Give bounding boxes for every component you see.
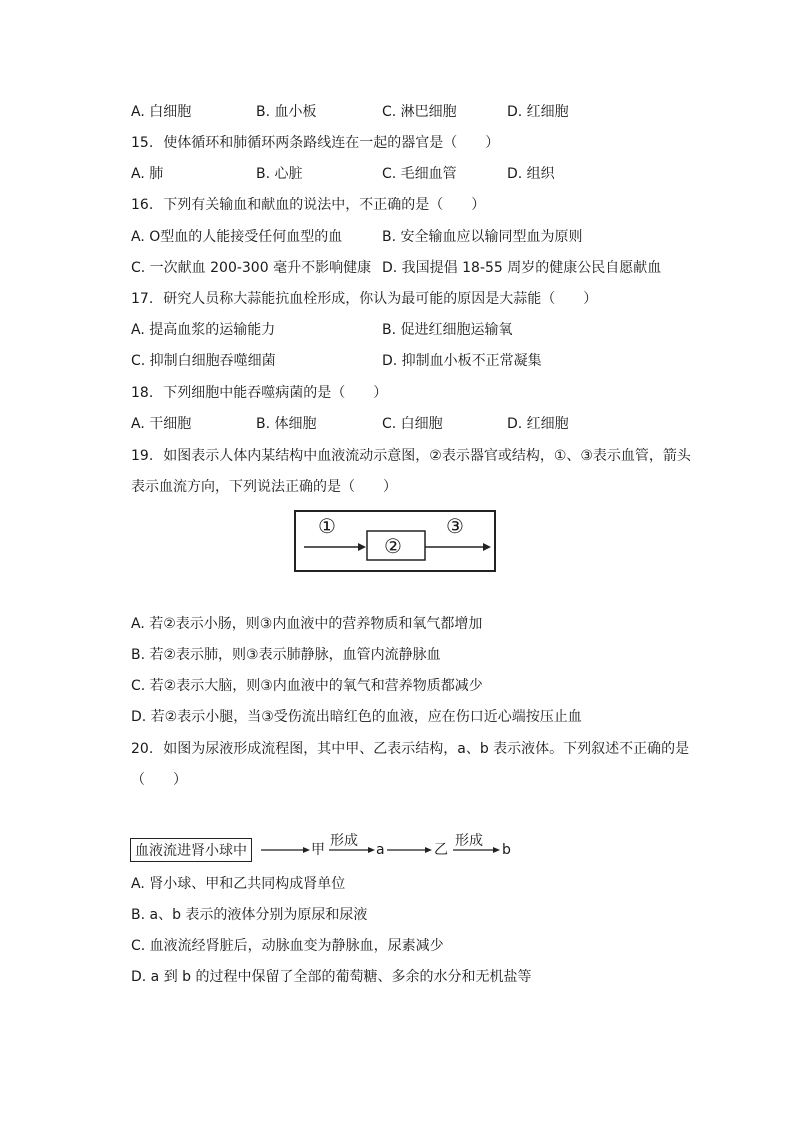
q15-number: 15. (131, 135, 154, 151)
q20-option-b: B. a、b 表示的液体分别为原尿和尿液 (131, 907, 368, 923)
q20-start-box: 血液流进肾小球中 (130, 838, 252, 862)
q19-option-a: A. 若②表示小肠，则③内血液中的营养物质和氧气都增加 (131, 616, 483, 632)
q16-number: 16. (131, 197, 154, 213)
q20-arrow-4-head (493, 847, 500, 853)
q20-option-d: D. a 到 b 的过程中保留了全部的葡萄糖、多余的水分和无机盐等 (131, 969, 532, 985)
q19-stem-line2: 表示血流方向，下列说法正确的是（ ） (131, 479, 397, 495)
q20-yi: 乙 (434, 842, 448, 858)
q18-stem (131, 383, 387, 403)
q20-jia: 甲 (311, 842, 325, 858)
q15-stem (131, 133, 499, 153)
q17-number: 17. (131, 291, 154, 307)
q17-option-a: A. 提高血浆的运输能力 (131, 322, 276, 338)
q20-option-a: A. 肾小球、甲和乙共同构成肾单位 (131, 876, 346, 892)
q19-option-c: C. 若②表示大脑，则③内血液中的氧气和营养物质都减少 (131, 678, 483, 694)
q19-stem-line1 (131, 446, 691, 466)
q19-option-b: B. 若②表示肺，则③表示肺静脉，血管内流静脉血 (131, 647, 441, 663)
q20-arrow-2-head (368, 847, 375, 853)
q20-b: b (502, 842, 511, 858)
q20-arrow-1-head (303, 847, 310, 853)
q20-formed-2: 形成 (455, 833, 483, 849)
q18-option-d: D. 红细胞 (507, 416, 569, 432)
q19-label-2: ② (384, 534, 402, 558)
q17-option-b: B. 促进红细胞运输氧 (382, 322, 513, 338)
q14-option-b: B. 血小板 (256, 104, 317, 120)
q19-option-d: D. 若②表示小腿，当③受伤流出暗红色的血液，应在伤口近心端按压止血 (131, 709, 582, 725)
q16-option-d: D. 我国提倡 18-55 周岁的健康公民自愿献血 (382, 260, 662, 276)
q19-arrow-out-head (483, 543, 491, 551)
q17-stem-text: 研究人员称大蒜能抗血栓形成，你认为最可能的原因是大蒜能（ ） (163, 291, 598, 307)
q19-arrow-in-head (358, 543, 366, 551)
q17-stem (131, 289, 597, 309)
q20-stem-line1 (131, 739, 689, 759)
q20-stem-line2: （ ） (131, 772, 187, 788)
q19-label-3: ③ (446, 514, 464, 538)
q16-stem-text: 下列有关输血和献血的说法中，不正确的是（ ） (163, 197, 486, 213)
q15-option-d: D. 组织 (507, 166, 555, 182)
q20-number: 20. (131, 741, 154, 757)
q15-option-a: A. 肺 (131, 166, 164, 182)
q18-option-a: A. 干细胞 (131, 416, 192, 432)
q18-stem-text: 下列细胞中能吞噬病菌的是（ ） (163, 385, 388, 401)
q17-option-c: C. 抑制白细胞吞噬细菌 (131, 353, 276, 369)
q15-stem-text: 使体循环和肺循环两条路线连在一起的器官是（ ） (163, 135, 500, 151)
q16-stem (131, 195, 485, 215)
q14-option-d: D. 红细胞 (507, 104, 569, 120)
q20-a: a (376, 842, 385, 858)
q20-formed-1: 形成 (330, 833, 358, 849)
q19-label-1: ① (318, 514, 336, 538)
q20-option-c: C. 血液流经肾脏后，动脉血变为静脉血，尿素减少 (131, 938, 444, 954)
q20-arrow-3-head (425, 847, 432, 853)
q14-option-c: C. 淋巴细胞 (382, 104, 457, 120)
q18-number: 18. (131, 385, 154, 401)
q19-diagram (294, 510, 496, 572)
q14-option-a: A. 白细胞 (131, 104, 192, 120)
q18-option-b: B. 体细胞 (256, 416, 317, 432)
q15-option-b: B. 心脏 (256, 166, 303, 182)
q18-option-c: C. 白细胞 (382, 416, 443, 432)
q15-option-c: C. 毛细血管 (382, 166, 457, 182)
q20-stem-text: 如图为尿液形成流程图，其中甲、乙表示结构，a、b 表示液体。下列叙述不正确的是 (163, 741, 690, 757)
q19-number: 19. (131, 448, 154, 464)
q16-option-b: B. 安全输血应以输同型血为原则 (382, 229, 583, 245)
q19-stem-text: 如图表示人体内某结构中血液流动示意图，②表示器官或结构，①、③表示血管，箭头 (163, 448, 691, 464)
q17-option-d: D. 抑制血小板不正常凝集 (382, 353, 542, 369)
q16-option-c: C. 一次献血 200-300 毫升不影响健康 (131, 260, 372, 276)
q16-option-a: A. O型血的人能接受任何血型的血 (131, 229, 343, 245)
